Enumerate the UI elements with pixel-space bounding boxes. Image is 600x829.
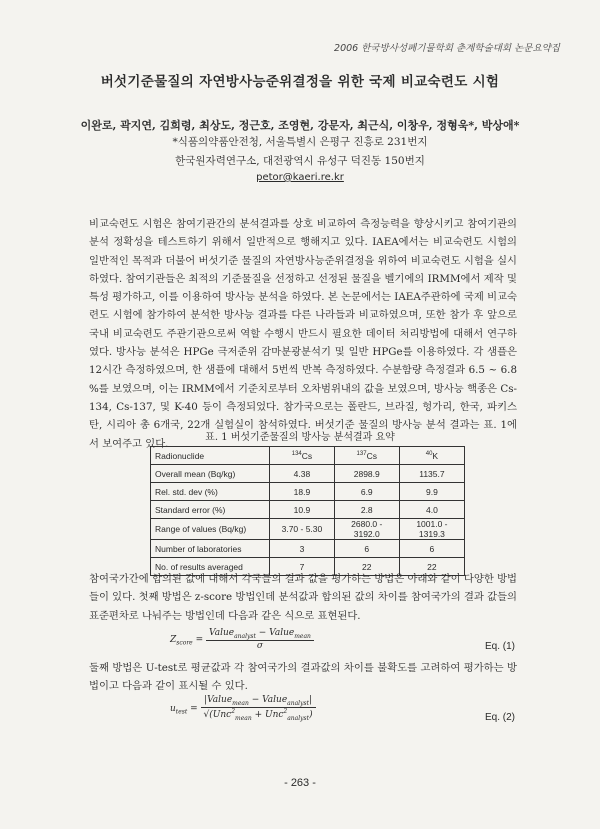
table-cell: 6.9 — [334, 483, 399, 501]
table-row — [151, 540, 465, 558]
row-label: Overall mean (Bq/kg) — [151, 465, 270, 483]
table-cell: 6 — [334, 540, 399, 558]
body-paragraph-1: 비교숙련도 시험은 참여기관간의 분석결과를 상호 비교하여 측정능력을 향상시키고 참여기관의 분석 정확성을 테스트하기 위해서 일반적으로 행해지고 있다. IAEA에서는 비교숙련도 시험의 일반적인 목적과 더불어 버섯기준 물질의 자연방사능준위결정을 위하여 비교숙련도 시험을 실시하였다. 참여기관들은 최적의 기준물질을 선정하고 선정된 물질을 벨기에의 IRMM에서 제작 및 특성 평가하고, 이를 이용하여 방사능 분석을 하였다. 본 논문에서는 IAEA주관하에 국제 비교숙련도 시험에 참가하여 분석한 방사능 결과를 다른 나라들과 비교하였으며, 또한 참가 후 앞으로 국내 비교숙련도 주관기관으로써 역할 수행시 반드시 필요한 데이터 처리방법에 대해서 연구하였다. 방사능 분석은 HPGe 극저준위 감마분광분석기 및 일반 HPGe를 이용하였다. 각 샘플은 12시간 측정하였으며, 한 샘플에 대해서 5번씩 반복 측정하였다. 수분함량 측정결과 6.5 ~ 6.8 %를 보였으며, 이는 IRMM에서 기준치로부터 오차범위내의 값을 보였으며, 방사능 핵종은 Cs-134, Cs-137, 및 K-40 등이 측정되었다. 참가국으로는 폴란드, 브라질, 헝가리, 한국, 파키스탄, 시리아 총 6개국, 22개 실험실이 참석하였다. 버섯기준 물질의 방사능 분석 결과는 표. 1에서 보여주고 있다. — [89, 218, 517, 450]
equation-u-test: $u_{test}$ = $\frac{|Value_{mean} - Value_{analyst}|}{√(Unc^2_{mean} + Unc^2_{analyst})}$ — [170, 695, 316, 722]
table-header-cell: $^{40}$K — [399, 447, 464, 465]
body-paragraph-3: 둘째 방법은 U-test로 평균값과 각 참여국가의 결과값의 차이를 불확도를 고려하여 평가하는 방법이고 다음과 같이 표시될 수 있다. — [89, 662, 517, 693]
row-label: Number of laboratories — [151, 540, 270, 558]
eq1-lhs: Z — [170, 634, 177, 645]
table-cell: 4.0 — [399, 501, 464, 519]
affiliation-1: *식품의약품안전청, 서울특별시 은평구 진흥로 231번지 — [172, 136, 428, 148]
table-cell: 2680.0 - 3192.0 — [334, 519, 399, 540]
table-row — [151, 483, 465, 501]
table-header-cell: Radionuclide — [151, 447, 270, 465]
table-row — [151, 465, 465, 483]
author-list: 이완로, 곽지연, 김희령, 최상도, 정근호, 조영현, 강문자, 최근식, 이창우, 정형욱*, 박상애* — [80, 119, 520, 132]
table-cell: 3 — [270, 540, 335, 558]
affiliation-2: 한국원자력연구소, 대전광역시 유성구 덕진동 150번지 — [175, 155, 425, 167]
conference-header: 2006 한국방사성폐기물학회 춘계학술대회 논문요약집 — [334, 43, 560, 54]
table-cell: 22 — [334, 558, 399, 576]
eq1-fraction: $\frac{Value_{analyst} - Value_{mean}}{\sigma}$ — [206, 628, 314, 651]
equation-1-label: Eq. (1) — [484, 641, 515, 652]
table-cell: 6 — [399, 540, 464, 558]
table-cell: 2.8 — [334, 501, 399, 519]
page-number: - 263 - — [284, 777, 316, 789]
row-label: Standard error (%) — [151, 501, 270, 519]
table-row — [151, 501, 465, 519]
table-cell: 4.38 — [270, 465, 335, 483]
equation-z-score: $Z_{score}$ = $\frac{Value_{analyst} - Value_{mean}}{\sigma}$ — [170, 628, 314, 651]
table-cell: 1001.0 - 1319.3 — [399, 519, 464, 540]
body-paragraph-2: 참여국가간에 합의된 값에 대해서 각국들의 결과 값을 평가하는 방법은 아래와 같이 다양한 방법들이 있다. 첫째 방법은 z-score 방법인데 분석값과 합의된 값의 차이를 참여국가의 결과 값들의 표준편차로 나눠주는 방법인데 다음과 같은 식으로 표현된다. — [89, 573, 517, 622]
table-row — [151, 519, 465, 540]
table-header-row — [151, 447, 465, 465]
table-cell: 22 — [399, 558, 464, 576]
equation-2-label: Eq. (2) — [484, 712, 515, 723]
row-label: No. of results averaged — [151, 558, 270, 576]
table-caption: 표. 1 버섯기준물질의 방사능 분석결과 요약 — [205, 432, 395, 443]
table-cell: 7 — [270, 558, 335, 576]
table-cell: 1135.7 — [399, 465, 464, 483]
row-label: Rel. std. dev (%) — [151, 483, 270, 501]
paper-title: 버섯기준물질의 자연방사능준위결정을 위한 국제 비교숙련도 시험 — [100, 74, 500, 90]
table-cell: 3.70 - 5.30 — [270, 519, 335, 540]
eq2-fraction: $\frac{|Value_{mean} - Value_{analyst}|}{√(Unc^2_{mean} + Unc^2_{analyst})}$ — [201, 695, 316, 722]
table-cell: 9.9 — [399, 483, 464, 501]
table-cell: 2898.9 — [334, 465, 399, 483]
results-table — [150, 446, 465, 576]
eq2-lhs: u — [170, 703, 176, 714]
table-cell: 18.9 — [270, 483, 335, 501]
row-label: Range of values (Bq/kg) — [151, 519, 270, 540]
table-cell: 10.9 — [270, 501, 335, 519]
table-header-cell: $^{134}$Cs — [270, 447, 335, 465]
author-email[interactable]: petor@kaeri.re.kr — [256, 172, 344, 183]
table-header-cell: $^{137}$Cs — [334, 447, 399, 465]
